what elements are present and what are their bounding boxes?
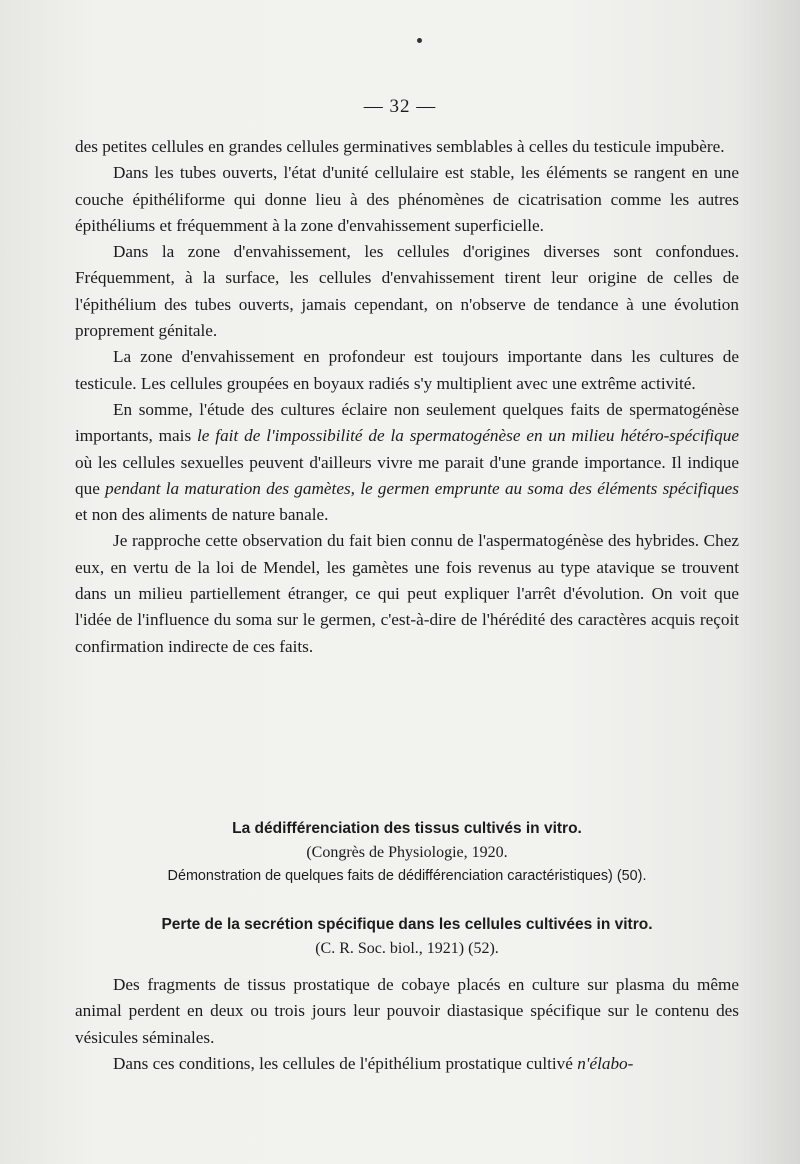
summary-text-3: et non des aliments de nature banale. — [75, 505, 329, 525]
paragraph-deep-invasion: La zone d'envahissement en profondeur est toujours importante dans les cultures de testicule. Les cellules groupées en boyaux radiés s'y multiplient avec une extrême activité. — [75, 347, 739, 393]
tail-text-block — [75, 972, 739, 1077]
paragraph-invasion-zone: Dans la zone d'envahissement, les cellules d'origines diverses sont confondues. Fréquemment, à la surface, les cellules d'envahissement tirent leur origine de celles de l'épithélium des tubes ouverts, jamais cependant, on n'observe de tendance à une évolution proprement génitale. — [75, 242, 739, 341]
summary-text-1: En somme, l'étude des cultures éclaire non seulement quelques faits de spermatogénèse importants, mais — [75, 399, 739, 446]
ink-speck — [417, 38, 422, 43]
summary-text-2: où les cellules sexuelles peuvent d'ailleurs vivre me parait d'une grande importance. Il indique que — [75, 452, 739, 498]
paragraph-prostate-fragments: Des fragments de tissus prostatique de cobaye placés en culture sur plasma du même animal perdent en deux ou trois jours leur pouvoir diastasique spécifique sur le contenu des vésicules séminales. — [75, 975, 739, 1047]
section-title: Perte de la secrétion spécifique dans les cellules cultivées in vitro. — [161, 916, 653, 933]
conditions-italic: n'élabo- — [577, 1053, 634, 1073]
section-citation: (Congrès de Physiologie, 1920. — [306, 844, 508, 861]
section-dedifferentiation — [75, 820, 739, 884]
section-citation: (C. R. Soc. biol., 1921) (52). — [315, 940, 499, 957]
page-number: — 32 — — [363, 96, 437, 117]
main-text-block — [75, 134, 739, 660]
summary-italic-1: le fait de l'impossibilité de la spermatogénèse en un milieu hétéro-spécifique — [197, 426, 739, 446]
conditions-text: Dans ces conditions, les cellules de l'épithélium prostatique cultivé — [113, 1053, 578, 1073]
section-secretion-loss — [75, 916, 739, 958]
section-detail: Démonstration de quelques faits de dédifférenciation caractéristiques) (50). — [167, 868, 647, 884]
section-title: La dédifférenciation des tissus cultivés in vitro. — [232, 820, 582, 837]
paragraph-conditions — [75, 1051, 739, 1077]
paragraph-hybrids: Je rapproche cette observation du fait bien connu de l'aspermatogénèse des hybrides. Chez eux, en vertu de la loi de Mendel, les gamètes une fois revenus au type atavique se trouvent dans un milieu partiellement étranger, ce qui peut expliquer l'arrêt d'évolution. On voit que l'idée de l'influence du soma sur le germen, c'est-à-dire de l'hérédité des caractères acquis reçoit confirmation indirecte de ces faits. — [75, 531, 739, 656]
paragraph-open-tubes: Dans les tubes ouverts, l'état d'unité cellulaire est stable, les éléments se rangent en une couche épithéliforme qui donne lieu à des phénomènes de cicatrisation comme les autres épithéliums et fréquemment à la zone d'envahissement superficielle. — [75, 163, 739, 235]
paragraph-continuation: des petites cellules en grandes cellules germinatives semblables à celles du testicule impubère. — [75, 137, 725, 156]
summary-italic-2: pendant la maturation des gamètes, le germen emprunte au soma des éléments spécifiques — [105, 478, 739, 498]
paragraph-summary — [75, 397, 739, 528]
